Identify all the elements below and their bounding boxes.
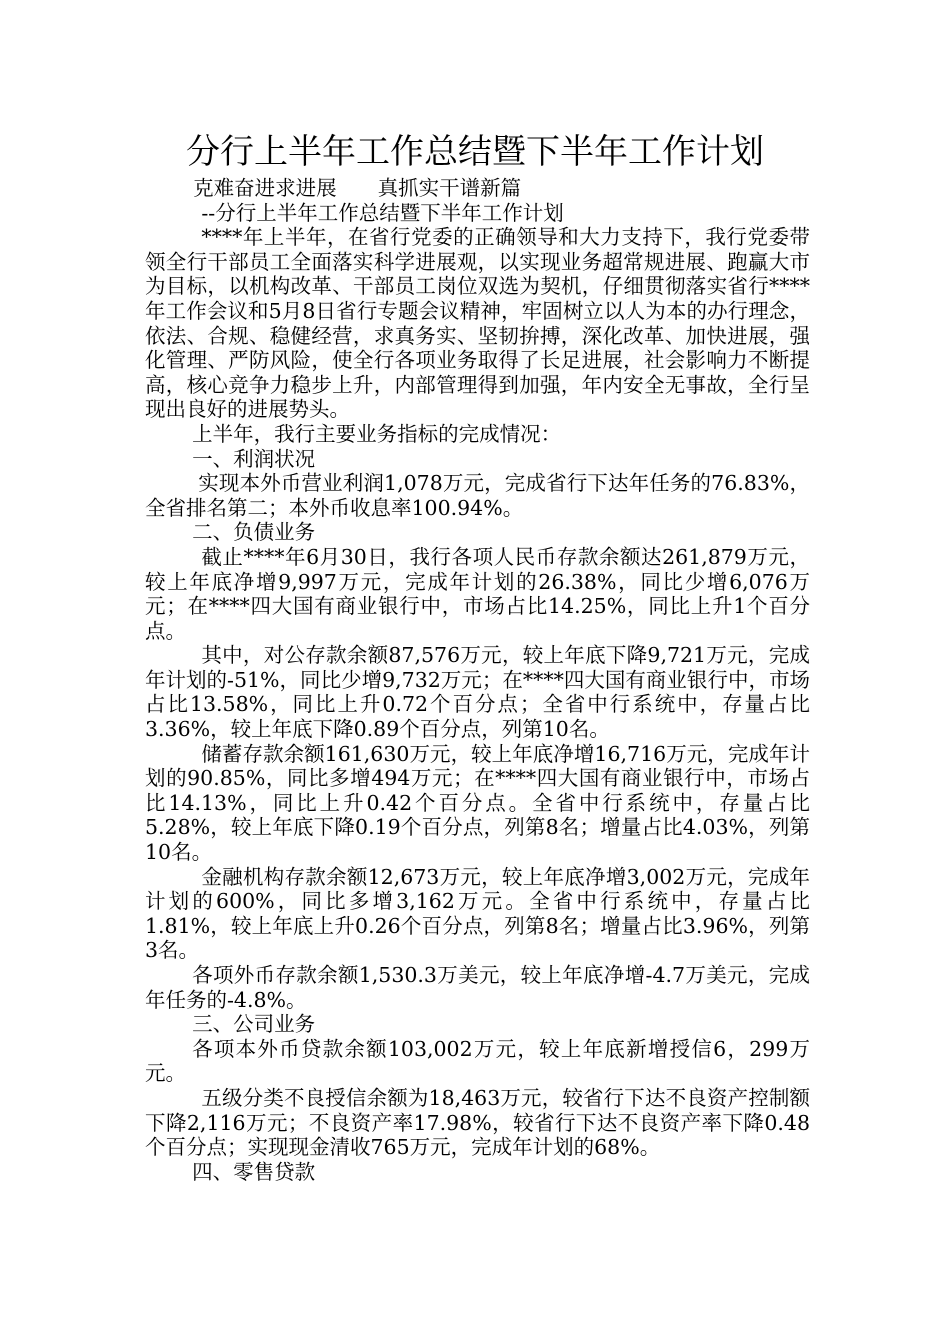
section-heading-corporate: 三、公司业务 [192, 1012, 316, 1037]
subtitle: 克难奋进求进展 真抓实干谱新篇 [193, 176, 522, 200]
paragraph-intro: ****年上半年，在省行党委的正确领导和大力支持下，我行党委带领全行干部员工全面落实科学进展观，以实现业务超常规进展、跑赢大市为目标，以机构改革、干部员工岗位双选为契机，仔细贯彻落实省行****年工作会议和5月8日省行专题会议精神，牢固树立以人为本的办行理念，依法、合规、稳健经营，求真务实、坚韧拚搏，深化改革、加快进展，强化管理、严防风险，使全行各项业务取得了长足进展，社会影响力不断提高，核心竞争力稳步上升，内部管理得到加强，年内安全无事故，全行呈现出良好的进展势头。 [145, 225, 810, 422]
paragraph-institution-deposits: 金融机构存款余额12,673万元，较上年底净增3,002万元，完成年计划的600%，同比多增3,162万元。全省中行系统中，存量占比1.81%，较上年底上升0.26个百分点，列第8名；增量占比3.96%，列第3名。 [145, 864, 810, 963]
subtitle-secondary: --分行上半年工作总结暨下半年工作计划 [201, 200, 564, 225]
paragraph-corporate-deposits: 其中，对公存款余额87,576万元，较上年底下降9,721万元，完成年计划的-51%，同比少增9,732万元；在****四大国有商业银行中，市场占比13.58%，同比上升0.72个百分点；全省中行系统中，存量占比3.36%，较上年底下降0.89个百分点，列第10名。 [145, 643, 810, 742]
section-heading-retail: 四、零售贷款 [192, 1159, 316, 1184]
paragraph-summary-lead: 上半年，我行主要业务指标的完成情况： [192, 421, 562, 446]
paragraph-foreign-deposits: 各项外币存款余额1,530.3万美元，较上年底净增-4.7万美元，完成年任务的-4.8%。 [145, 963, 810, 1012]
section-heading-liability: 二、负债业务 [192, 520, 316, 545]
paragraph-profit: 实现本外币营业利润1,078万元，完成省行下达年任务的76.83%，全省排名第二；本外币收息率100.94%。 [145, 471, 810, 520]
paragraph-deposits: 截止****年6月30日，我行各项人民币存款余额达261,879万元，较上年底净增9,997万元，完成年计划的26.38%，同比少增6,076万元；在****四大国有商业银行中，市场占比14.25%，同比上升1个百分点。 [145, 544, 810, 643]
document-body [145, 176, 810, 1184]
paragraph-loans: 各项本外币贷款余额103,002万元，较上年底新增授信6，299万元。 [145, 1036, 810, 1086]
section-heading-profit: 一、利润状况 [192, 446, 316, 471]
paragraph-savings-deposits: 储蓄存款余额161,630万元，较上年底净增16,716万元，完成年计划的90.85%，同比多增494万元；在****四大国有商业银行中，市场占比14.13%，同比上升0.42个百分点。全省中行系统中，存量占比5.28%，较上年底下降0.19个百分点，列第8名；增量占比4.03%，列第10名。 [145, 741, 810, 865]
paragraph-nonperforming: 五级分类不良授信余额为18,463万元，较省行下达不良资产控制额下降2,116万元；不良资产率17.98%，较省行下达不良资产率下降0.48个百分点；实现现金清收765万元，完成年计划的68%。 [145, 1085, 810, 1160]
document-title: 分行上半年工作总结暨下半年工作计划 [186, 132, 764, 172]
